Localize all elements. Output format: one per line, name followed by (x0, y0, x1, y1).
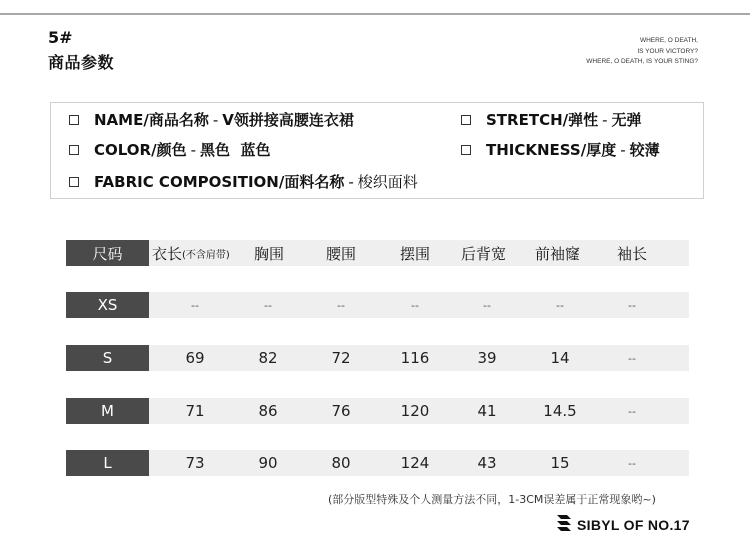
waist-cell: 76 (331, 402, 351, 420)
length-header-label: 衣长 (152, 244, 183, 263)
info-stretch (461, 109, 642, 130)
section-number: 5# (48, 28, 73, 47)
info-label: FABRIC COMPOSITION/面料名称 (94, 173, 345, 191)
bust-cell: -- (264, 298, 272, 312)
info-separator: - (620, 140, 626, 159)
armhole-cell: 14.5 (543, 402, 577, 420)
info-separator: - (602, 110, 608, 129)
length-cell: -- (191, 298, 199, 312)
product-info-box (50, 102, 704, 199)
sleeve-cell: -- (628, 351, 636, 365)
waist-cell: -- (337, 298, 345, 312)
back-width-column-header: 后背宽 (461, 244, 507, 263)
slogan-line: WHERE, O DEATH, IS YOUR STING? (586, 58, 698, 65)
brand-name: SIBYL OF NO.17 (577, 517, 690, 533)
info-separator: - (190, 140, 196, 159)
size-label: S (66, 345, 149, 371)
top-divider (0, 13, 750, 15)
section-title: 商品参数 (48, 53, 115, 72)
info-color (69, 139, 270, 160)
length-cell: 69 (185, 349, 205, 367)
length-header-note: (不含肩带) (182, 249, 230, 261)
hem-cell: 124 (400, 454, 430, 472)
slogan-line: IS YOUR VICTORY? (637, 47, 698, 55)
table-row (66, 292, 689, 318)
size-label: M (66, 398, 149, 424)
hem-cell: -- (411, 298, 419, 312)
waist-cell: 80 (331, 454, 351, 472)
length-cell: 73 (185, 454, 205, 472)
info-label: THICKNESS/厚度 (486, 141, 617, 159)
sleeve-column-header: 袖长 (617, 244, 648, 263)
size-label: XS (66, 292, 149, 318)
size-table-header (66, 240, 689, 266)
table-row (66, 450, 689, 476)
armhole-cell: -- (556, 298, 564, 312)
length-column-header (152, 240, 230, 266)
checkbox-icon (461, 115, 471, 125)
slogan-line: WHERE, O DEATH, (639, 37, 698, 44)
brand-logo (555, 512, 690, 538)
info-label: STRETCH/弹性 (486, 111, 599, 129)
back-width-cell: -- (483, 298, 491, 312)
info-fabric (69, 171, 418, 192)
bust-cell: 90 (258, 454, 278, 472)
table-row (66, 398, 689, 424)
checkbox-icon (69, 115, 79, 125)
info-label: NAME/商品名称 (94, 111, 209, 129)
checkbox-icon (69, 145, 79, 155)
waist-column-header: 腰围 (326, 244, 357, 263)
s-stripes-logo-icon (555, 512, 573, 538)
info-value: 较薄 (629, 141, 660, 159)
hem-column-header: 摆围 (400, 244, 431, 263)
sleeve-cell: -- (628, 456, 636, 470)
table-row (66, 345, 689, 371)
info-separator: - (348, 172, 354, 191)
bust-cell: 82 (258, 349, 278, 367)
sleeve-cell: -- (628, 404, 636, 418)
info-name (69, 109, 354, 130)
checkbox-icon (461, 145, 471, 155)
back-width-cell: 41 (477, 402, 497, 420)
armhole-cell: 15 (550, 454, 570, 472)
info-separator: - (212, 110, 219, 129)
info-value: V领拼接高腰连衣裙 (222, 111, 354, 129)
checkbox-icon (69, 177, 79, 187)
bust-column-header: 胸围 (254, 244, 285, 263)
measurement-note: (部分版型特殊及个人测量方法不同，1-3CM误差属于正常现象哟~) (328, 493, 656, 506)
bust-cell: 86 (258, 402, 278, 420)
sleeve-cell: -- (628, 298, 636, 312)
info-thickness (461, 139, 660, 160)
armhole-column-header: 前袖窿 (535, 244, 581, 263)
info-value: 无弹 (611, 111, 642, 129)
armhole-cell: 14 (550, 349, 570, 367)
hem-cell: 116 (400, 349, 430, 367)
info-label: COLOR/颜色 (94, 141, 187, 159)
hem-cell: 120 (400, 402, 430, 420)
back-width-cell: 43 (477, 454, 497, 472)
info-value: 黑色 蓝色 (200, 141, 271, 159)
length-cell: 71 (185, 402, 205, 420)
size-label: L (66, 450, 149, 476)
info-value: 梭织面料 (357, 173, 418, 191)
slogan (586, 36, 698, 68)
back-width-cell: 39 (477, 349, 497, 367)
waist-cell: 72 (331, 349, 351, 367)
size-column-header: 尺码 (66, 240, 149, 266)
